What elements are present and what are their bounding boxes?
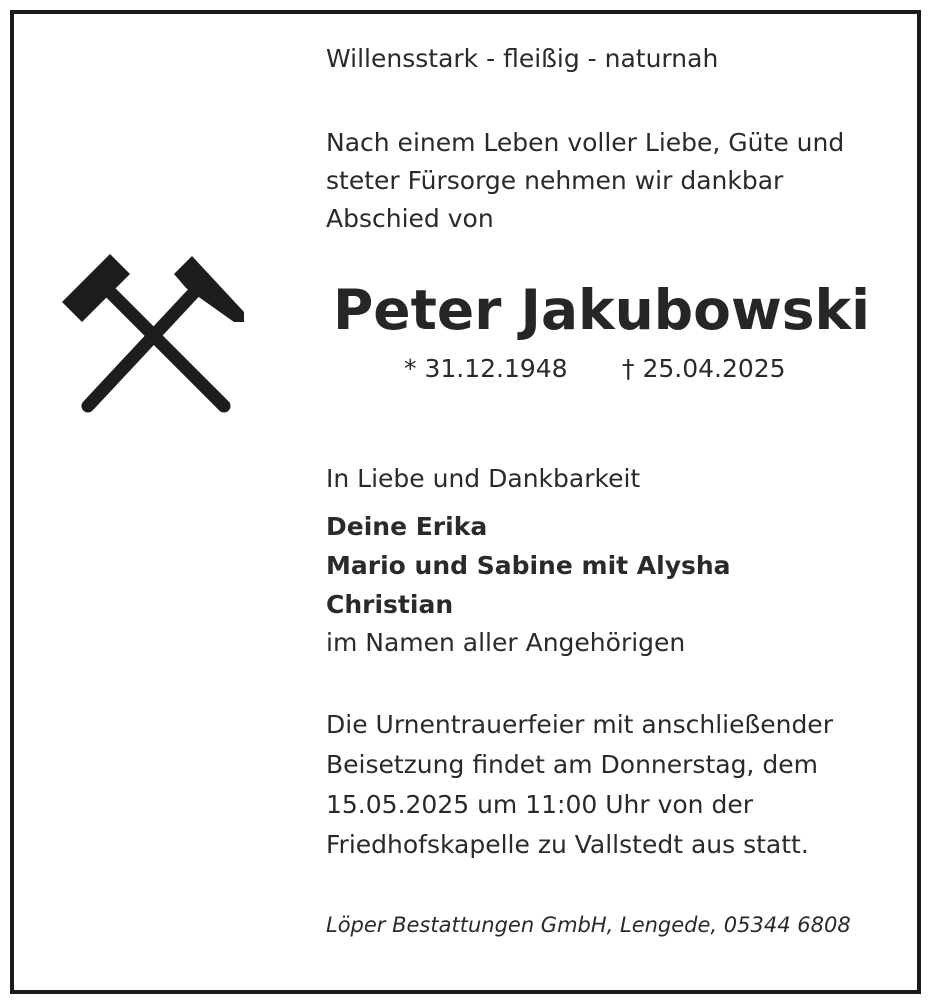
- mourners-closing: im Namen aller Angehörigen: [326, 628, 686, 657]
- mourners-intro: In Liebe und Dankbarkeit: [326, 464, 641, 493]
- service-line-3: 15.05.2025 um 11:00 Uhr von der: [326, 790, 754, 819]
- hammer-and-pick-icon: [58, 248, 248, 420]
- intro-line-1: Nach einem Leben voller Liebe, Güte und: [326, 128, 845, 157]
- service-line-2: Beisetzung findet am Donnerstag, dem: [326, 750, 818, 779]
- mourner-name: Deine Erika: [326, 512, 488, 541]
- birth-date: * 31.12.1948: [404, 354, 568, 383]
- deceased-name: Peter Jakubowski: [333, 278, 870, 342]
- mourner-name: Mario und Sabine mit Alysha: [326, 551, 731, 580]
- intro-line-2: steter Fürsorge nehmen wir dankbar: [326, 166, 784, 195]
- service-line-1: Die Urnentrauerfeier mit anschließender: [326, 710, 833, 739]
- funeral-home-footer: Löper Bestattungen GmbH, Lengede, 05344 6808: [326, 913, 851, 937]
- death-date: † 25.04.2025: [622, 354, 786, 383]
- intro-line-3: Abschied von: [326, 204, 494, 233]
- service-line-4: Friedhofskapelle zu Vallstedt aus statt.: [326, 830, 809, 859]
- tagline: Willensstark - fleißig - naturnah: [326, 44, 719, 73]
- mourner-name: Christian: [326, 590, 454, 619]
